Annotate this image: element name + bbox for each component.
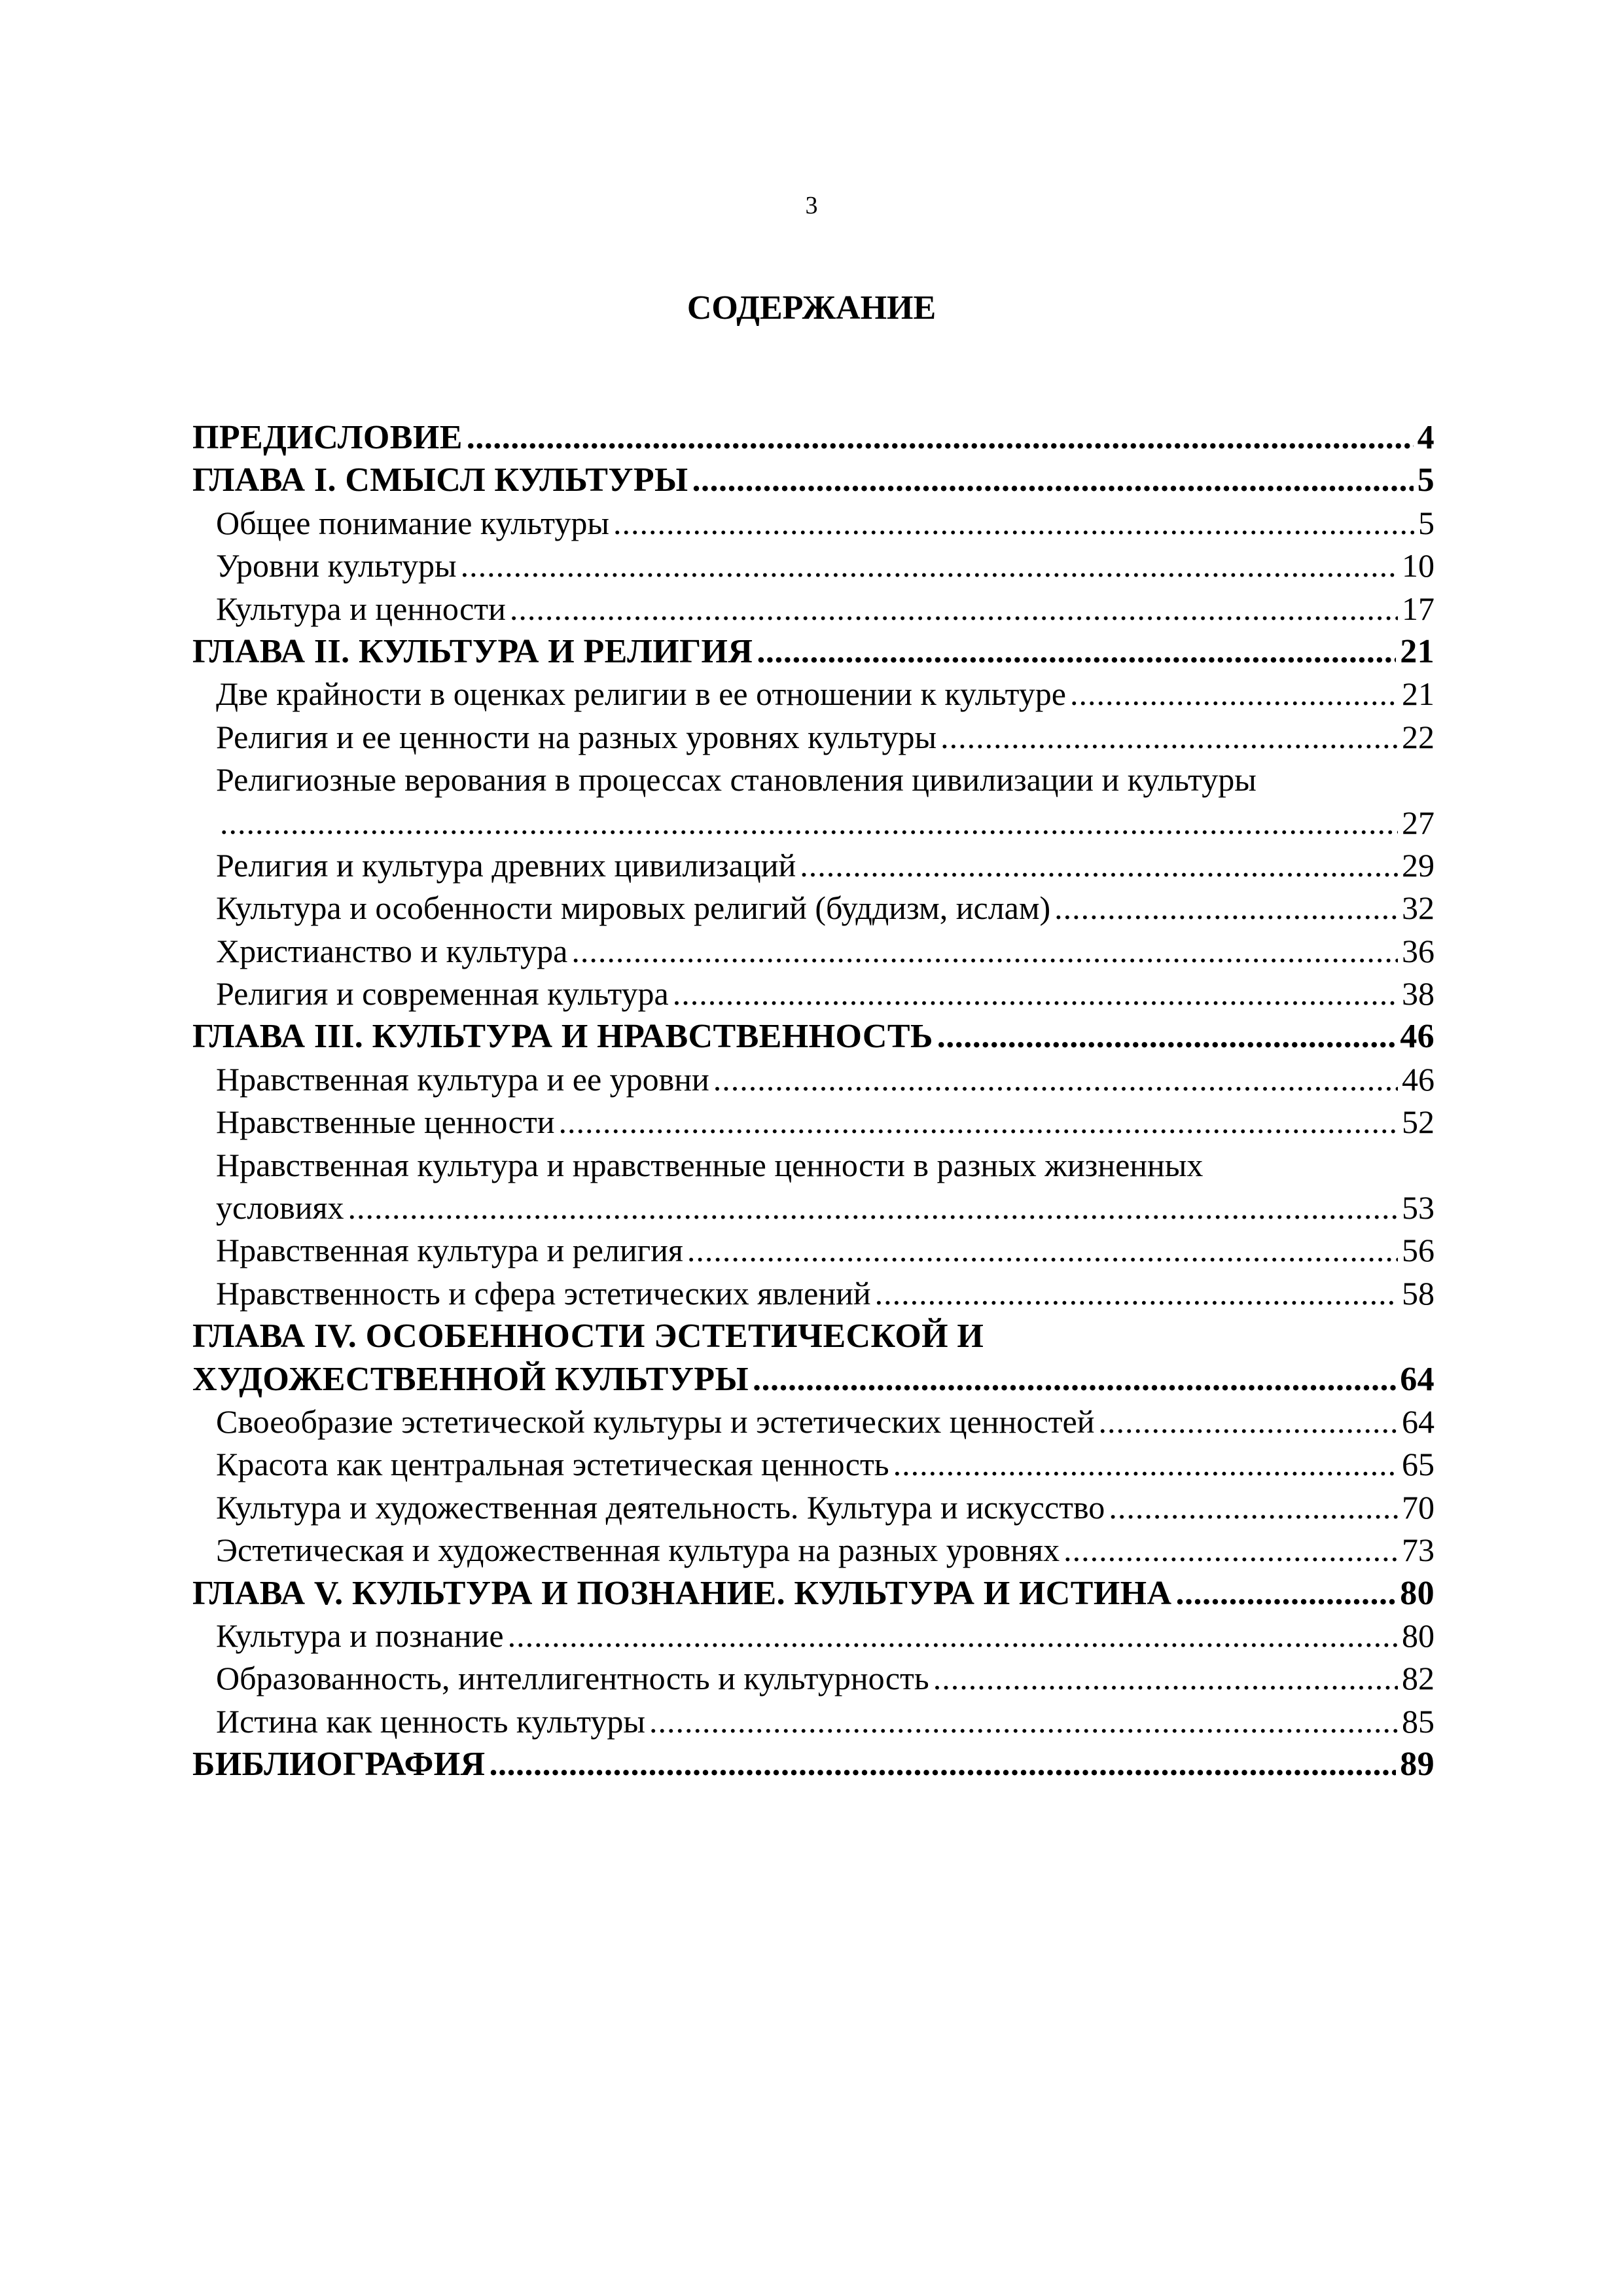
toc-entry-title: Своеобразие эстетической культуры и эстетических ценностей — [216, 1403, 1095, 1440]
toc-entry-page: 65 — [1402, 1446, 1435, 1483]
toc-entry[interactable] — [192, 802, 1435, 844]
dot-leader — [1098, 1401, 1398, 1443]
toc-entry-page: 64 — [1400, 1360, 1435, 1398]
toc-entry-title: ГЛАВА III. КУЛЬТУРА И НРАВСТВЕННОСТЬ — [192, 1018, 933, 1056]
toc-entry-page: 80 — [1402, 1617, 1435, 1654]
toc-entry-title: Культура и художественная деятельность. Культура и искусство — [216, 1488, 1105, 1526]
toc-entry-page: 22 — [1402, 718, 1435, 755]
toc-entry[interactable] — [192, 1058, 1435, 1101]
toc-entry-title: Две крайности в оценках религии в ее отношении к культуре — [216, 675, 1066, 713]
toc-entry-title: Религиозные верования в процессах становления цивилизации и культуры — [216, 761, 1257, 798]
table-of-contents — [192, 416, 1435, 1786]
dot-leader — [893, 1443, 1398, 1486]
toc-entry-title: Культура и ценности — [216, 590, 506, 627]
toc-entry-title: Религия и ее ценности на разных уровнях культуры — [216, 718, 937, 755]
toc-entry-title: Образованность, интеллигентность и культурность — [216, 1660, 929, 1697]
dot-leader — [757, 630, 1396, 673]
toc-entry[interactable] — [192, 1358, 1435, 1401]
toc-entry-title: ГЛАВА V. КУЛЬТУРА И ПОЗНАНИЕ. КУЛЬТУРА И ИСТИНА — [192, 1574, 1172, 1612]
dot-leader — [510, 588, 1398, 630]
toc-entry-page: 46 — [1402, 1060, 1435, 1098]
toc-entry-title: ХУДОЖЕСТВЕННОЙ КУЛЬТУРЫ — [192, 1360, 749, 1398]
toc-entry-title: Истина как ценность культуры — [216, 1702, 645, 1740]
toc-entry[interactable] — [192, 1572, 1435, 1615]
dot-leader — [461, 545, 1398, 587]
toc-entry-page: 46 — [1400, 1018, 1435, 1056]
toc-entry-page: 4 — [1417, 419, 1435, 456]
toc-entry[interactable] — [192, 1015, 1435, 1058]
dot-leader — [933, 1657, 1398, 1700]
page-number: 3 — [805, 192, 818, 219]
toc-entry-page: 73 — [1402, 1532, 1435, 1569]
toc-entry[interactable] — [192, 973, 1435, 1015]
toc-entry-page: 89 — [1400, 1746, 1435, 1784]
toc-entry[interactable] — [192, 716, 1435, 759]
toc-entry[interactable] — [192, 1486, 1435, 1529]
toc-entry[interactable] — [192, 1315, 1435, 1357]
toc-entry-title: ГЛАВА I. СМЫСЛ КУЛЬТУРЫ — [192, 461, 688, 499]
toc-entry-title: Нравственные ценности — [216, 1103, 555, 1141]
dot-leader — [571, 930, 1398, 973]
toc-entry[interactable] — [192, 673, 1435, 715]
toc-entry-page: 85 — [1402, 1702, 1435, 1740]
toc-entry-title: условиях — [216, 1189, 344, 1227]
toc-entry-page: 36 — [1402, 932, 1435, 969]
toc-entry-title: ГЛАВА II. КУЛЬТУРА И РЕЛИГИЯ — [192, 632, 753, 670]
dot-leader — [613, 502, 1414, 545]
toc-entry-title: Общее понимание культуры — [216, 504, 609, 541]
toc-entry-title: Нравственная культура и нравственные ценности в разных жизненных — [216, 1146, 1204, 1183]
toc-entry-page: 80 — [1400, 1574, 1435, 1612]
toc-entry[interactable] — [192, 1615, 1435, 1657]
toc-entry[interactable] — [192, 502, 1435, 545]
toc-entry-page: 29 — [1402, 846, 1435, 884]
dot-leader — [687, 1229, 1398, 1272]
toc-entry[interactable] — [192, 630, 1435, 673]
page-title: СОДЕРЖАНИЕ — [687, 289, 936, 327]
toc-entry[interactable] — [192, 588, 1435, 630]
dot-leader — [467, 416, 1414, 459]
toc-entry-page: 82 — [1402, 1660, 1435, 1697]
dot-leader — [1063, 1529, 1398, 1571]
toc-entry-title: БИБЛИОГРАФИЯ — [192, 1746, 486, 1784]
toc-entry-title: Красота как центральная эстетическая ценность — [216, 1446, 889, 1483]
toc-entry[interactable] — [192, 545, 1435, 587]
toc-entry[interactable] — [192, 1272, 1435, 1315]
dot-leader — [753, 1358, 1396, 1401]
toc-entry-page: 27 — [1402, 804, 1435, 841]
toc-entry[interactable] — [192, 459, 1435, 501]
toc-entry[interactable] — [192, 1743, 1435, 1785]
dot-leader — [940, 716, 1398, 759]
toc-entry-page: 32 — [1402, 889, 1435, 927]
dot-leader — [220, 802, 1398, 844]
toc-entry-page: 53 — [1402, 1189, 1435, 1227]
toc-entry-page: 10 — [1402, 547, 1435, 584]
toc-entry-page: 52 — [1402, 1103, 1435, 1141]
dot-leader — [673, 973, 1398, 1015]
toc-entry[interactable] — [192, 1700, 1435, 1743]
toc-entry[interactable] — [192, 1187, 1435, 1229]
toc-entry-title: Религия и культура древних цивилизаций — [216, 846, 796, 884]
dot-leader — [1070, 673, 1398, 715]
toc-entry-page: 21 — [1402, 675, 1435, 713]
toc-entry-page: 56 — [1402, 1232, 1435, 1269]
toc-entry-title: Эстетическая и художественная культура на разных уровнях — [216, 1532, 1060, 1569]
toc-entry-title: Уровни культуры — [216, 547, 457, 584]
toc-entry[interactable] — [192, 1529, 1435, 1571]
toc-entry-page: 21 — [1400, 632, 1435, 670]
toc-entry[interactable] — [192, 1443, 1435, 1486]
toc-entry-title: Религия и современная культура — [216, 975, 669, 1013]
dot-leader — [558, 1101, 1398, 1143]
toc-entry[interactable] — [192, 930, 1435, 973]
toc-entry-page: 5 — [1417, 461, 1435, 499]
toc-entry-title: Нравственная культура и ее уровни — [216, 1060, 709, 1098]
dot-leader — [649, 1700, 1398, 1743]
dot-leader — [937, 1015, 1396, 1058]
toc-entry-page: 58 — [1402, 1274, 1435, 1312]
toc-entry-title: Культура и особенности мировых религий (буддизм, ислам) — [216, 889, 1051, 927]
toc-entry-page: 5 — [1418, 504, 1435, 541]
toc-entry[interactable] — [192, 759, 1435, 801]
toc-entry[interactable] — [192, 416, 1435, 459]
toc-entry-title: Христианство и культура — [216, 932, 568, 969]
toc-entry[interactable] — [192, 844, 1435, 887]
toc-entry-title: ГЛАВА IV. ОСОБЕННОСТИ ЭСТЕТИЧЕСКОЙ И — [192, 1318, 984, 1355]
toc-entry[interactable] — [192, 887, 1435, 929]
dot-leader — [1109, 1486, 1398, 1529]
toc-entry[interactable] — [192, 1144, 1435, 1187]
dot-leader — [348, 1187, 1398, 1229]
toc-entry-page: 64 — [1402, 1403, 1435, 1440]
toc-entry-page: 38 — [1402, 975, 1435, 1013]
toc-entry[interactable] — [192, 1401, 1435, 1443]
dot-leader — [1175, 1572, 1396, 1615]
toc-entry-page: 17 — [1402, 590, 1435, 627]
dot-leader — [692, 459, 1414, 501]
toc-entry-title: Нравственность и сфера эстетических явлений — [216, 1274, 871, 1312]
toc-entry-page: 70 — [1402, 1488, 1435, 1526]
toc-entry[interactable] — [192, 1229, 1435, 1272]
dot-leader — [875, 1272, 1398, 1315]
toc-entry-title: Культура и познание — [216, 1617, 504, 1654]
toc-entry-title: Нравственная культура и религия — [216, 1232, 683, 1269]
dot-leader — [800, 844, 1398, 887]
dot-leader — [713, 1058, 1398, 1101]
toc-entry-title: ПРЕДИСЛОВИЕ — [192, 419, 463, 456]
dot-leader — [508, 1615, 1398, 1657]
toc-entry[interactable] — [192, 1657, 1435, 1700]
dot-leader — [490, 1743, 1397, 1785]
dot-leader — [1054, 887, 1398, 929]
toc-entry[interactable] — [192, 1101, 1435, 1143]
